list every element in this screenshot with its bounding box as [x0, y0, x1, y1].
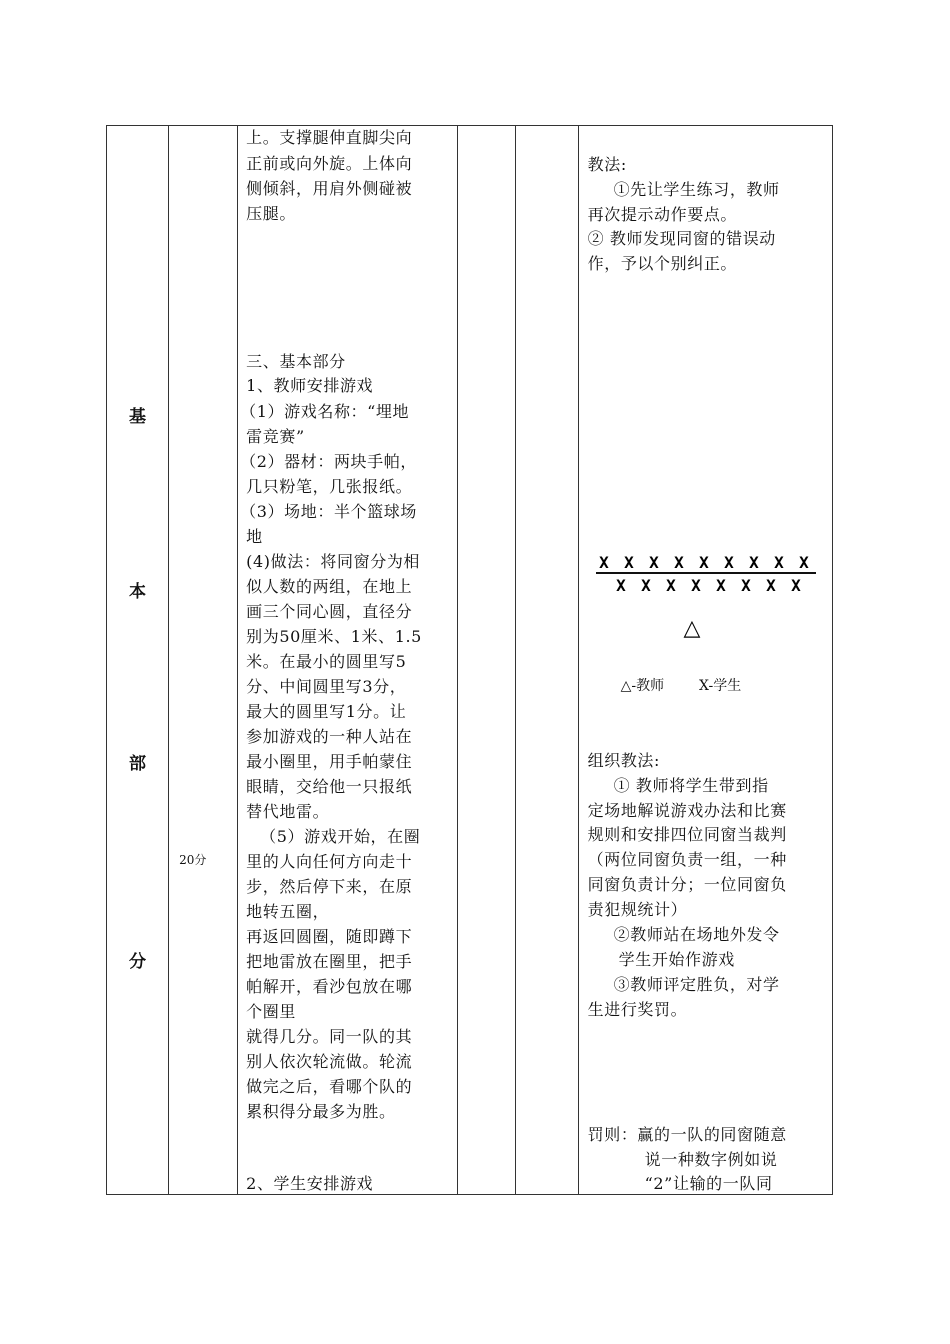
method-line: 再次提示动作要点。: [587, 205, 738, 224]
legend-teacher: △-教师: [620, 678, 665, 694]
content-line: 最大的圆里写1分。让: [246, 702, 407, 721]
student-marker: X: [748, 553, 759, 572]
student-marker: X: [765, 576, 776, 595]
content-line: 累积得分最多为胜。: [246, 1102, 396, 1121]
method-line: （两位同窗负责一组，一种: [587, 850, 787, 869]
method-line: 责犯规统计）: [587, 900, 688, 919]
content-line: （5）游戏开始，在圈: [260, 827, 421, 846]
content-line: （3）场地：半个篮球场: [240, 502, 417, 521]
teacher-marker: △: [683, 616, 701, 641]
student-marker: X: [690, 576, 701, 595]
content-line: 再返回圆圈，随即蹲下: [246, 927, 413, 946]
time-cell: [169, 126, 238, 1195]
section-char: 基: [129, 407, 147, 427]
empty-column-cell: [515, 126, 578, 1195]
student-marker: X: [640, 576, 651, 595]
student-marker: X: [623, 553, 634, 572]
content-line: （2）器材：两块手帕，: [240, 452, 417, 471]
content-line: 就得几分。同一队的其: [246, 1027, 413, 1046]
content-line: 最小圈里，用手帕蒙住: [246, 752, 413, 771]
student-marker: X: [773, 553, 784, 572]
student-row-front: [599, 553, 809, 572]
method-line: 罚则：赢的一队的同窗随意: [587, 1125, 787, 1144]
method-line: “2”让输的一队同: [644, 1174, 773, 1193]
student-marker: X: [673, 553, 684, 572]
content-line: (4)做法：将同窗分为相: [246, 552, 421, 571]
content-line: 替代地雷。: [246, 802, 330, 821]
section-char: 部: [129, 754, 147, 774]
method-line: ②教师站在场地外发令: [613, 925, 780, 944]
student-marker: X: [698, 553, 709, 572]
student-marker: X: [648, 553, 659, 572]
empty-column-cell: [458, 126, 515, 1195]
method-line: 作，予以个别纠正。: [587, 254, 738, 273]
section-char: 本: [129, 582, 147, 602]
student-marker: X: [715, 576, 726, 595]
content-line: 把地雷放在圈里，把手: [246, 952, 413, 971]
content-line: 2、学生安排游戏: [246, 1174, 374, 1193]
section-char: 分: [129, 952, 147, 972]
content-line: 别人依次轮流做。轮流: [246, 1052, 413, 1071]
content-line: 雷竞赛”: [246, 427, 305, 446]
content-line: 眼睛，交给他一只报纸: [246, 777, 413, 796]
method-line: 教法:: [587, 155, 627, 174]
diagram-legend: [621, 675, 742, 695]
content-heading: 三、基本部分: [246, 352, 346, 371]
content-line: 1、教师安排游戏: [246, 376, 374, 395]
method-cell: [578, 126, 832, 1195]
method-line: 学生开始作游戏: [618, 950, 735, 969]
student-marker: X: [598, 553, 609, 572]
time-duration: 20分: [179, 853, 207, 867]
legend-student: X-学生: [699, 678, 742, 694]
content-cell: [238, 126, 458, 1195]
content-line: 米。在最小的圆里写5: [246, 652, 407, 671]
student-marker: X: [790, 576, 801, 595]
content-line: 几只粉笔，几张报纸。: [246, 477, 413, 496]
student-marker: X: [615, 576, 626, 595]
content-line: 个圈里: [246, 1002, 296, 1021]
content-line: 似人数的两组，在地上: [246, 577, 413, 596]
method-line: ①先让学生练习，教师: [613, 180, 780, 199]
content-line: 步，然后停下来，在原: [246, 877, 413, 896]
content-line: 帕解开，看沙包放在哪: [246, 977, 413, 996]
content-line: （1）游戏名称：“埋地: [240, 402, 410, 421]
content-line: 分、中间圆里写3分，: [246, 677, 407, 696]
content-line: 地转五圈，: [246, 902, 330, 921]
method-line: 同窗负责计分；一位同窗负: [587, 875, 787, 894]
method-line: ③教师评定胜负，对学: [613, 975, 780, 994]
method-line: 定场地解说游戏办法和比赛: [587, 801, 787, 820]
method-line: ② 教师发现同窗的错误动: [587, 229, 776, 248]
student-marker: X: [665, 576, 676, 595]
method-line: 规则和安排四位同窗当裁判: [587, 825, 787, 844]
method-line: 说一种数字例如说: [644, 1150, 778, 1169]
content-line: 压腿。: [246, 204, 296, 223]
lesson-plan-table: [106, 125, 833, 1195]
content-line: 地: [246, 527, 263, 546]
method-line: 组织教法:: [587, 751, 661, 770]
section-label-cell: [107, 126, 169, 1195]
student-marker: X: [798, 553, 809, 572]
content-line: 上。支撑腿伸直脚尖向: [246, 128, 413, 147]
student-marker: X: [740, 576, 751, 595]
method-line: ① 教师将学生带到指: [613, 776, 769, 795]
content-line: 参加游戏的一种人站在: [246, 727, 413, 746]
content-line: 画三个同心圆，直径分: [246, 602, 413, 621]
content-line: 别为50厘米、1米、1.5: [246, 627, 422, 646]
content-line: 做完之后，看哪个队的: [246, 1077, 413, 1096]
student-marker: X: [723, 553, 734, 572]
content-line: 里的人向任何方向走十: [246, 852, 413, 871]
content-line: 侧倾斜，用肩外侧碰被: [246, 179, 413, 198]
content-line: 正前或向外旋。上体向: [246, 154, 413, 173]
student-row-back: [616, 576, 801, 595]
method-line: 生进行奖罚。: [587, 1000, 688, 1019]
formation-diagram: [594, 551, 824, 641]
